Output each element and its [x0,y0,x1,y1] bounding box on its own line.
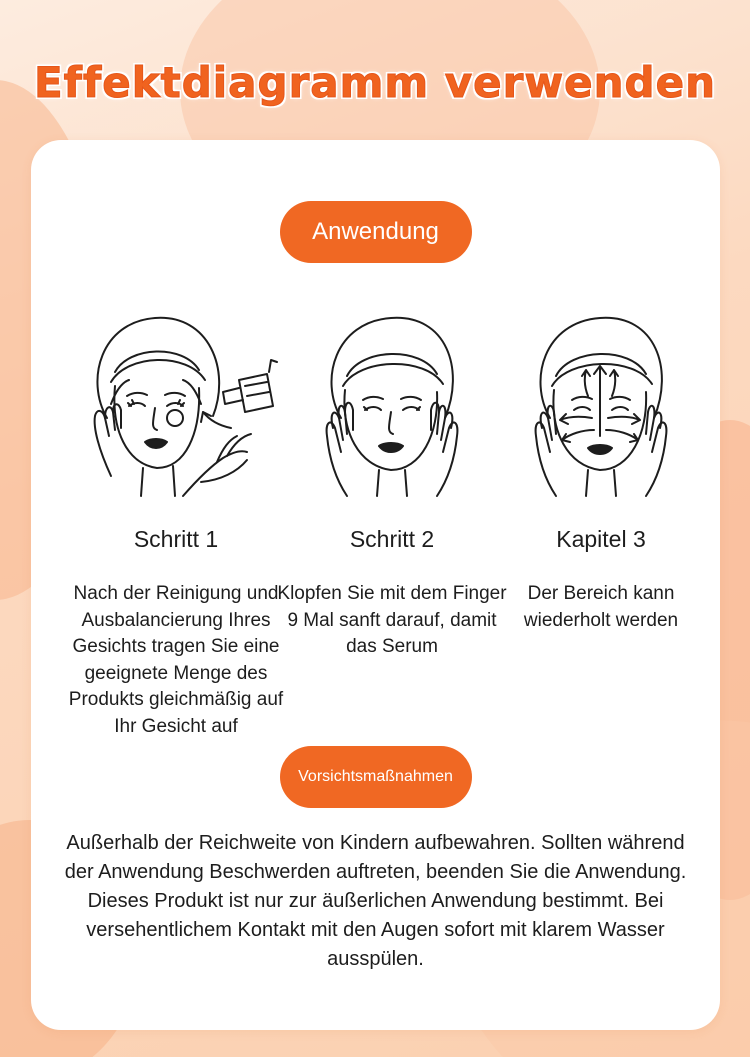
step-description: Klopfen Sie mit dem Finger 9 Mal sanft darauf, damit das Serum [277,583,507,657]
content-card [31,140,720,1030]
step-3 [486,300,716,634]
step-2 [277,300,507,661]
cautions-text: Außerhalb der Reichweite von Kindern aufbewahren. Sollten während der Anwendung Beschwerden auftreten, beenden Sie die Anwendung. Dieses Produkt ist nur zur äußerlichen Anwendung bestimmt. Bei versehentlichem Kontakt mit den Augen sofort mit klarem Wasser ausspülen. [64,832,687,970]
step-1 [61,300,291,740]
step-title: Schritt 1 [133,526,219,552]
step-description: Der Bereich kann wiederholt werden [523,583,679,631]
face-apply-product-icon [71,300,281,500]
step-description: Nach der Reinigung und Ausbalancierung Ihres Gesichts tragen Sie eine geeignete Menge des Produkts gleichmäßig auf Ihr Gesicht auf [68,583,284,737]
face-tap-fingers-icon [287,300,497,500]
cautions-badge: Vorsichtsmaßnahmen [280,746,472,808]
page-title: Effektdiagramm verwenden [33,58,716,107]
step-title: Schritt 2 [349,526,435,552]
usage-badge: Anwendung [280,201,472,263]
face-massage-arrows-icon [496,300,706,500]
step-title: Kapitel 3 [556,526,646,552]
